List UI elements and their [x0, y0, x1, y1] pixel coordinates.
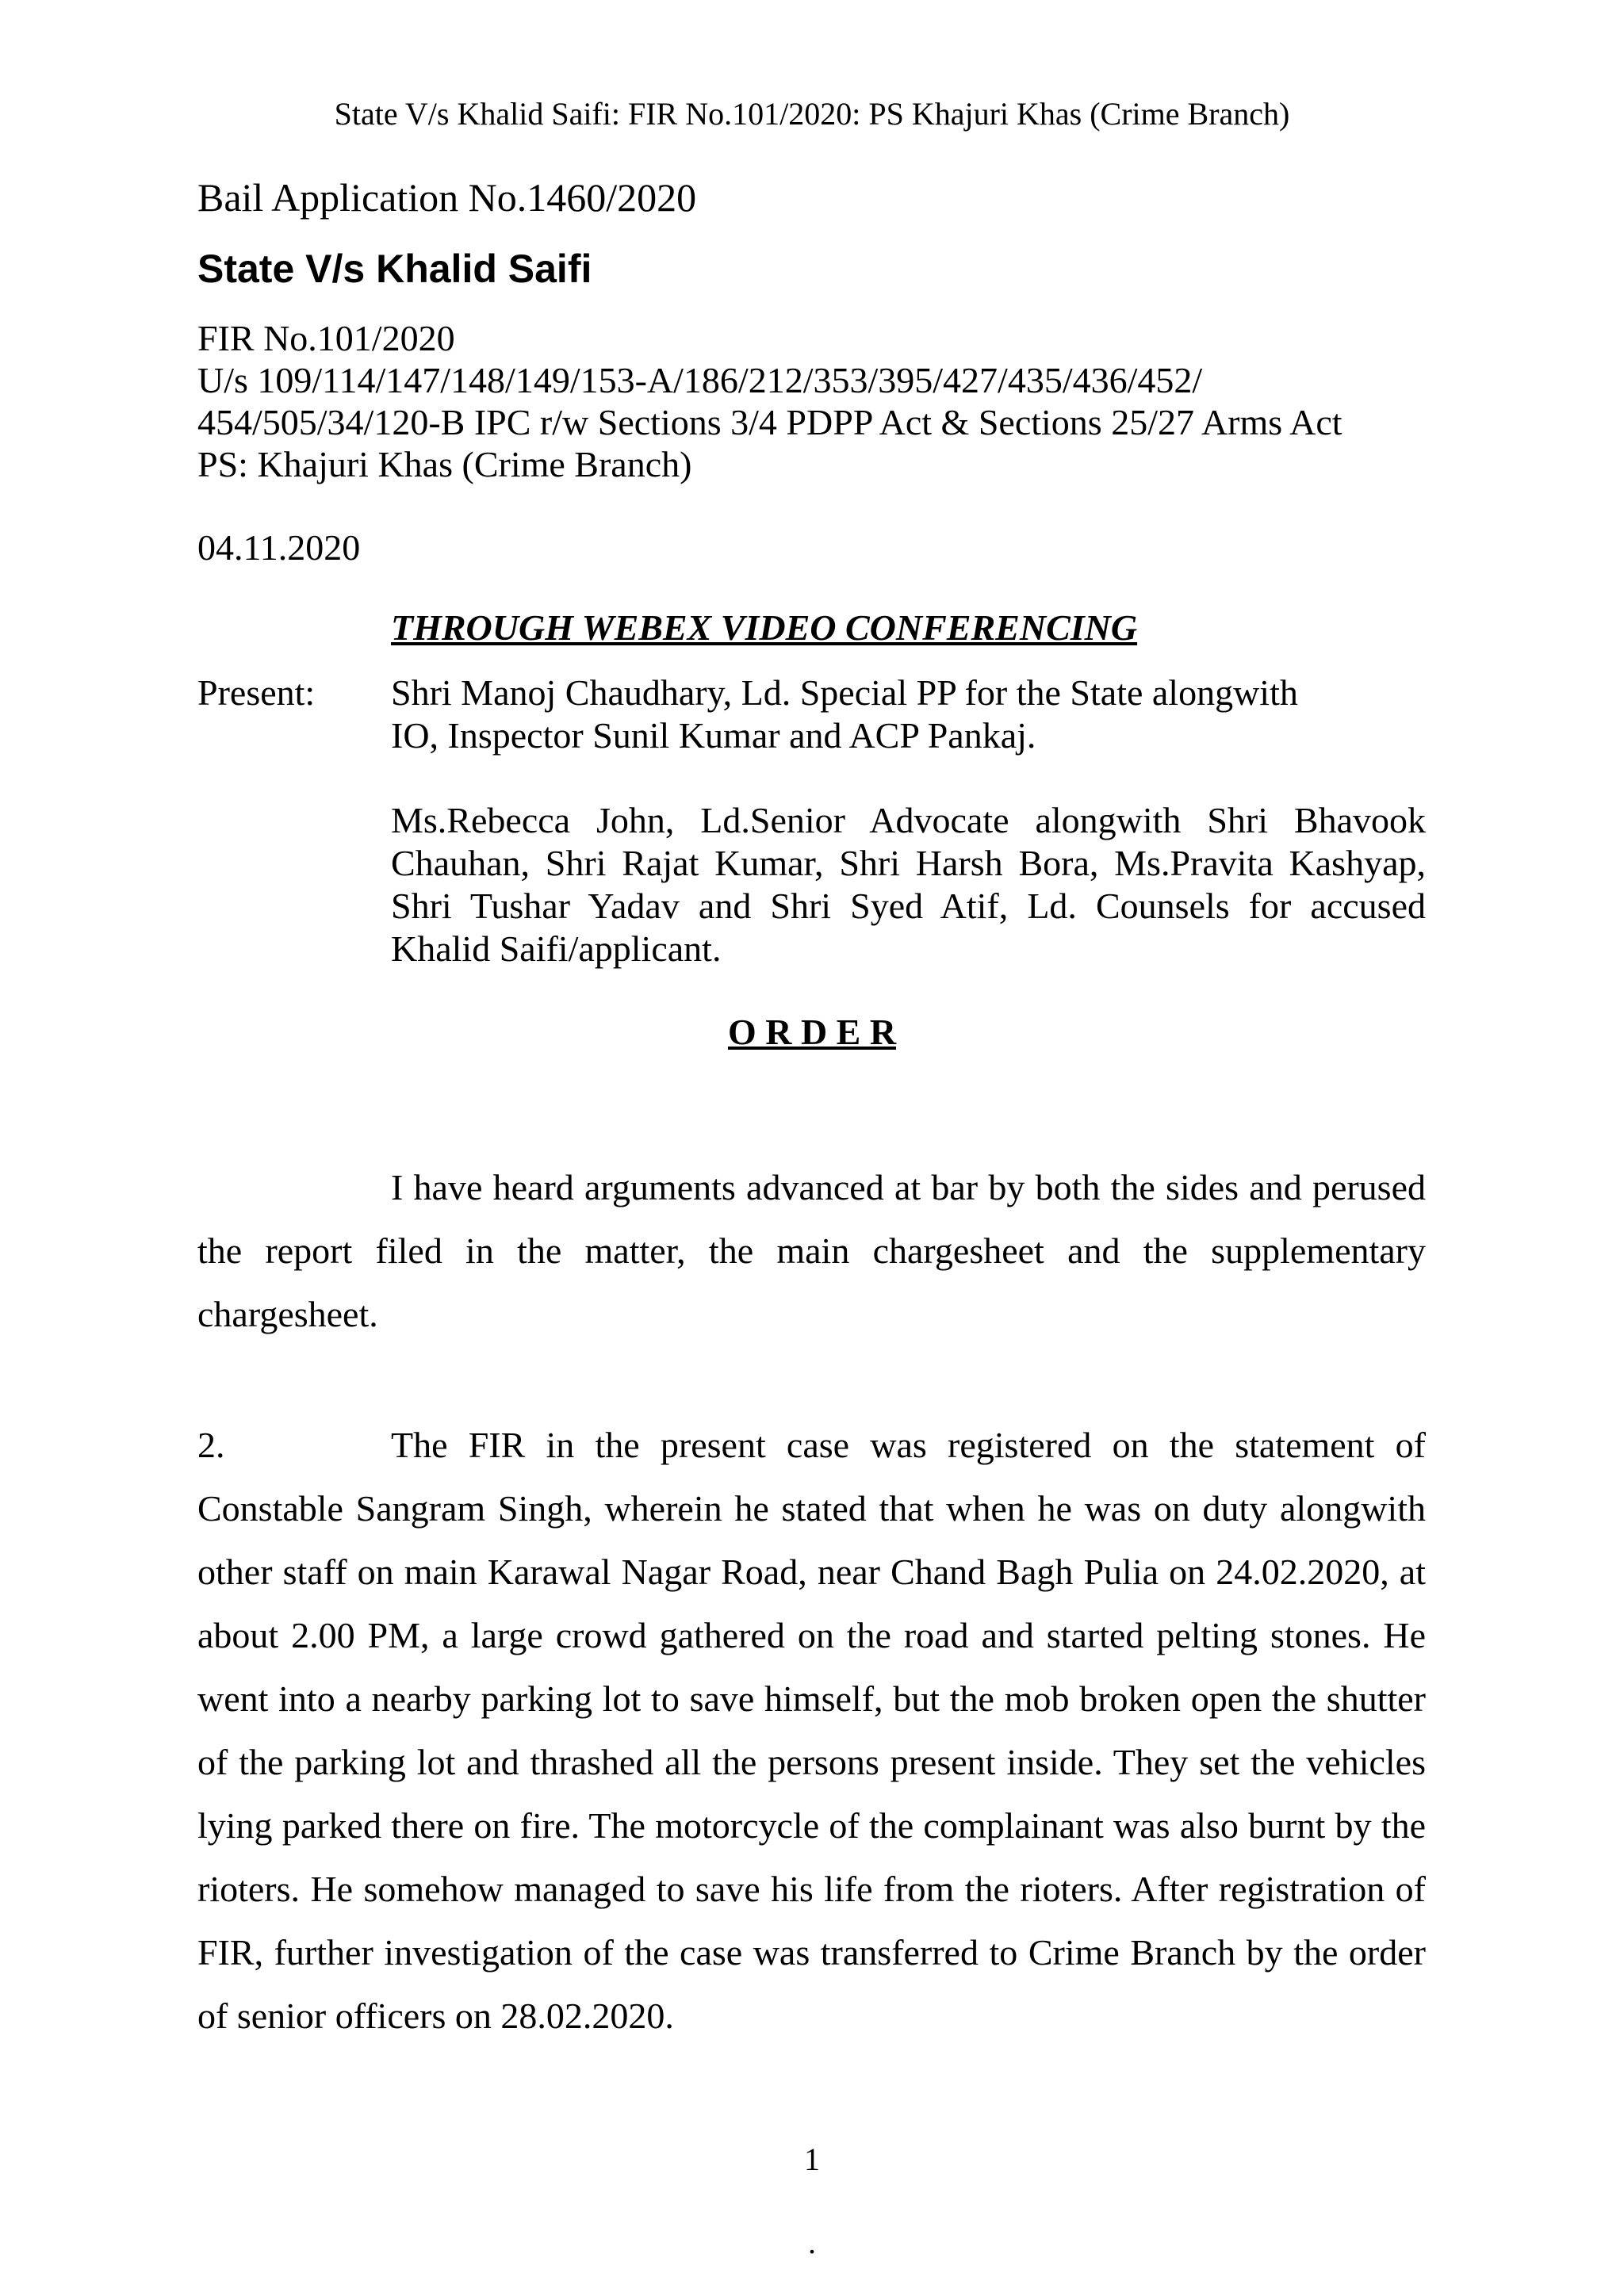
- present-label: Present:: [197, 672, 316, 713]
- paragraph-number: 2.: [197, 1425, 225, 1465]
- sections-line-1: U/s 109/114/147/148/149/153-A/186/212/353/395/427/435/436/452/: [197, 360, 1203, 400]
- case-title: State V/s Khalid Saifi: [197, 247, 592, 291]
- order-paragraph-1-text: I have heard arguments advanced at bar by both the sides and perused the report filed in the matter, the main chargesheet and the supplementary chargesheet.: [197, 1167, 1426, 1334]
- defence-appearance: Ms.Rebecca John, Ld.Senior Advocate alongwith Shri Bhavook Chauhan, Shri Rajat Kumar, Shri Harsh Bora, Ms.Pravita Kashyap, Shri Tushar Yadav and Shri Syed Atif, Ld. Counsels for accused Khalid Saifi/applicant.: [391, 800, 1426, 969]
- order-paragraph-2: [197, 1414, 1426, 2048]
- prosecution-appearance-line-2: IO, Inspector Sunil Kumar and ACP Pankaj.: [391, 715, 1036, 756]
- order-paragraph-2-text: The FIR in the present case was registered on the statement of Constable Sangram Singh, wherein he stated that when he was on duty alongwith other staff on main Karawal Nagar Road, near Chand Bagh Pulia on 24.02.2020, at about 2.00 PM, a large crowd gathered on the road and started pelting stones. He went into a nearby parking lot to save himself, but the mob broken open the shutter of the parking lot and thrashed all the persons present inside. They set the vehicles lying parked there on fire. The motorcycle of the complainant was also burnt by the rioters. He somehow managed to save his life from the rioters. After registration of FIR, further investigation of the case was transferred to Crime Branch by the order of senior officers on 28.02.2020.: [197, 1425, 1426, 2036]
- page-number: 1: [804, 2141, 820, 2177]
- fir-number: FIR No.101/2020: [197, 318, 455, 358]
- order-date: 04.11.2020: [197, 527, 361, 568]
- sections-line-2: 454/505/34/120-B IPC r/w Sections 3/4 PDPP Act & Sections 25/27 Arms Act: [197, 402, 1342, 442]
- footer-mark: .: [808, 2225, 816, 2260]
- order-heading: O R D E R: [727, 1012, 897, 1052]
- order-paragraph-1: [197, 1156, 1426, 1346]
- bail-application-number: Bail Application No.1460/2020: [197, 175, 697, 220]
- hearing-mode-heading: THROUGH WEBEX VIDEO CONFERENCING: [391, 607, 1138, 648]
- police-station: PS: Khajuri Khas (Crime Branch): [197, 444, 692, 484]
- running-header: State V/s Khalid Saifi: FIR No.101/2020: PS Khajuri Khas (Crime Branch): [334, 96, 1290, 132]
- prosecution-appearance-line-1: Shri Manoj Chaudhary, Ld. Special PP for the State alongwith: [391, 672, 1298, 713]
